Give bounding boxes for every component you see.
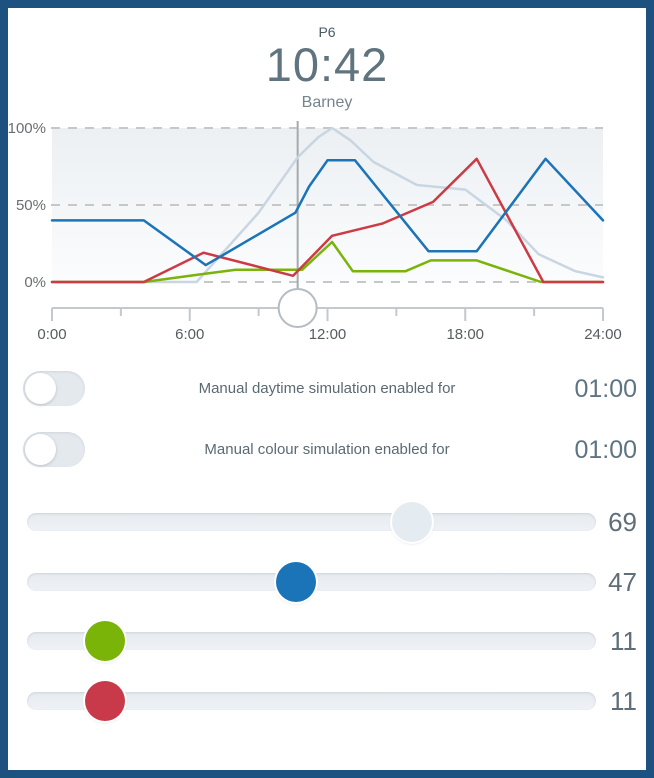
x-axis-label: 0:00 [37,326,67,343]
time-cursor-handle[interactable] [279,289,317,327]
blue-channel-slider[interactable] [27,573,596,591]
daytime-simulation-row [8,369,646,409]
y-axis-label: 50% [15,197,46,214]
red-channel-knob[interactable] [85,681,125,721]
profile-label: P6 [318,24,336,40]
white-channel-row [8,502,646,542]
light-curve-chart [8,115,646,353]
x-axis-label: 12:00 [308,326,347,343]
red-channel-row [8,681,646,721]
clock-display: 10:42 [265,38,389,91]
colour-simulation-label: Manual colour simulation enabled for [204,441,450,458]
device-name: Barney [301,94,353,111]
x-axis-label: 24:00 [584,326,622,343]
white-channel-slider[interactable] [27,513,596,531]
green-channel-row [8,621,646,661]
blue-channel-row [8,562,646,602]
green-channel-value: 11 [610,626,637,656]
blue-channel-value: 47 [608,567,637,597]
red-channel-value: 11 [610,686,637,716]
colour-duration-value[interactable]: 01:00 [574,436,637,464]
y-axis-label: 100% [8,120,46,137]
light-curve-svg [8,115,646,353]
daytime-duration-value[interactable]: 01:00 [574,375,637,403]
y-axis-label: 0% [24,274,46,291]
white-channel-knob[interactable] [392,502,432,542]
colour-simulation-row [8,430,646,470]
blue-channel-knob[interactable] [276,562,316,602]
daytime-simulation-label: Manual daytime simulation enabled for [198,380,456,397]
x-axis-label: 6:00 [175,326,205,343]
red-channel-slider[interactable] [27,692,596,710]
green-channel-knob[interactable] [85,621,125,661]
x-axis-label: 18:00 [446,326,485,343]
colour-simulation-toggle[interactable] [23,432,85,467]
white-channel-value: 69 [608,507,637,537]
green-channel-slider[interactable] [27,632,596,650]
toggle-knob[interactable] [25,434,56,465]
daytime-simulation-toggle[interactable] [23,371,85,406]
toggle-knob[interactable] [25,373,56,404]
